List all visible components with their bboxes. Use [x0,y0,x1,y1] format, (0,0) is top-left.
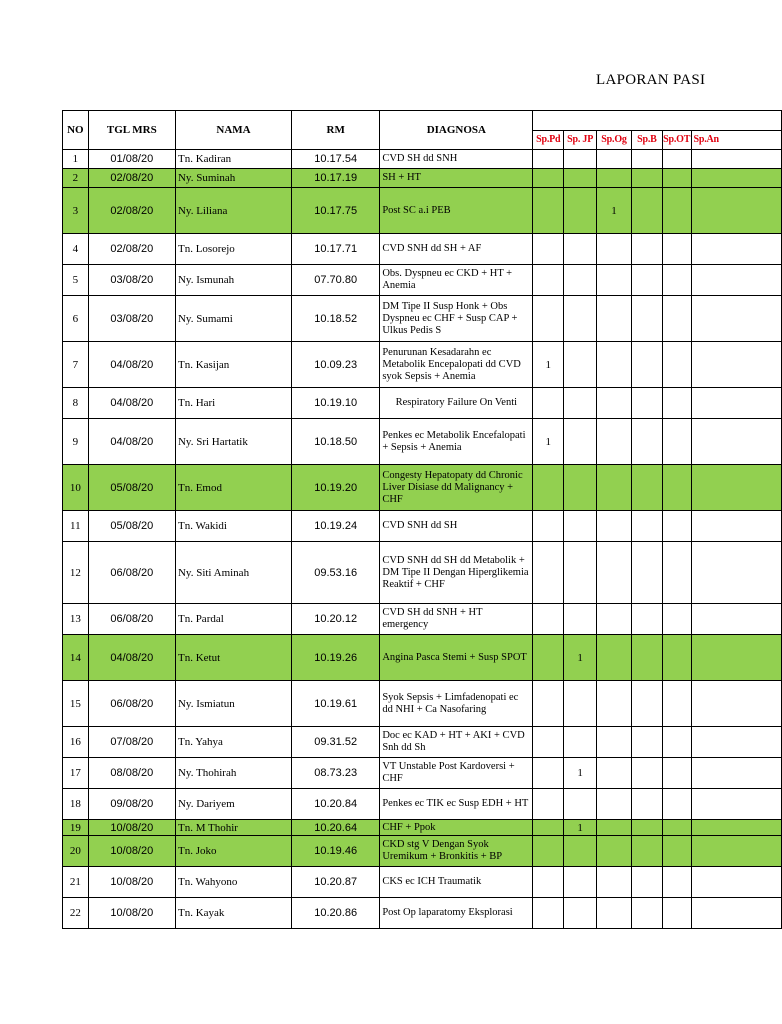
row-specialist-mark [691,898,781,929]
row-specialist-mark [631,681,662,727]
row-specialist-mark: 1 [533,419,564,465]
row-nama: Tn. Kadiran [175,150,291,169]
patient-report-table [62,110,782,929]
row-nama: Tn. Hari [175,388,291,419]
row-rm: 10.17.19 [292,169,380,188]
row-tgl-mrs: 09/08/20 [88,789,175,820]
row-rm: 10.20.86 [292,898,380,929]
header-sp-og: Sp.Og [597,130,632,150]
row-specialist-mark [564,150,597,169]
table-row [63,150,782,169]
table-row [63,758,782,789]
row-tgl-mrs: 04/08/20 [88,635,175,681]
row-no: 14 [63,635,89,681]
row-specialist-mark [631,727,662,758]
row-specialist-mark [564,169,597,188]
row-diagnosa: Penkes ec TIK ec Susp EDH + HT [380,789,533,820]
header-specialist-group [533,111,782,131]
row-nama: Tn. Wakidi [175,511,291,542]
row-no: 13 [63,604,89,635]
row-rm: 10.09.23 [292,342,380,388]
row-specialist-mark [533,542,564,604]
row-no: 6 [63,296,89,342]
row-diagnosa: Penkes ec Metabolik Encefalopati + Sepsis + Anemia [380,419,533,465]
row-specialist-mark [564,542,597,604]
row-no: 7 [63,342,89,388]
row-rm: 10.17.75 [292,188,380,234]
row-specialist-mark [533,388,564,419]
row-tgl-mrs: 03/08/20 [88,265,175,296]
row-diagnosa: Post SC a.i PEB [380,188,533,234]
row-diagnosa: CVD SNH dd SH dd Metabolik + DM Tipe II Dengan Hiperglikemia Reaktif + CHF [380,542,533,604]
row-specialist-mark [691,758,781,789]
header-no: NO [63,111,89,150]
row-specialist-mark [631,296,662,342]
row-tgl-mrs: 07/08/20 [88,727,175,758]
row-specialist-mark [533,169,564,188]
row-specialist-mark [533,511,564,542]
row-rm: 10.19.26 [292,635,380,681]
row-rm: 10.17.71 [292,234,380,265]
row-specialist-mark [564,789,597,820]
row-no: 5 [63,265,89,296]
row-specialist-mark [564,188,597,234]
table-row [63,169,782,188]
row-specialist-mark [533,898,564,929]
row-specialist-mark [533,635,564,681]
row-specialist-mark [564,727,597,758]
row-rm: 10.19.24 [292,511,380,542]
row-specialist-mark [662,635,691,681]
row-specialist-mark [564,898,597,929]
row-specialist-mark [662,419,691,465]
table-row [63,234,782,265]
row-diagnosa: CVD SNH dd SH + AF [380,234,533,265]
row-nama: Tn. Ketut [175,635,291,681]
header-sp-ot: Sp.OT [662,130,691,150]
row-specialist-mark [597,419,632,465]
row-specialist-mark [662,836,691,867]
row-rm: 10.18.52 [292,296,380,342]
row-rm: 08.73.23 [292,758,380,789]
header-sp-pd: Sp.Pd [533,130,564,150]
row-specialist-mark [631,511,662,542]
row-specialist-mark [691,604,781,635]
header-rm: RM [292,111,380,150]
row-rm: 10.20.12 [292,604,380,635]
table-row [63,265,782,296]
table-row [63,635,782,681]
row-specialist-mark [631,836,662,867]
row-rm: 10.20.64 [292,820,380,836]
row-specialist-mark [631,234,662,265]
row-specialist-mark [597,681,632,727]
row-rm: 10.20.87 [292,867,380,898]
row-specialist-mark [564,836,597,867]
row-specialist-mark [662,342,691,388]
row-specialist-mark [597,296,632,342]
row-nama: Ny. Sumami [175,296,291,342]
row-specialist-mark [533,681,564,727]
row-no: 10 [63,465,89,511]
row-specialist-mark [564,604,597,635]
row-specialist-mark [662,867,691,898]
row-specialist-mark [631,419,662,465]
row-nama: Tn. Kayak [175,898,291,929]
row-specialist-mark [691,265,781,296]
row-nama: Tn. Yahya [175,727,291,758]
row-specialist-mark [691,727,781,758]
row-rm: 10.20.84 [292,789,380,820]
row-rm: 10.17.54 [292,150,380,169]
row-diagnosa: CVD SNH dd SH [380,511,533,542]
row-specialist-mark [662,388,691,419]
row-specialist-mark [691,511,781,542]
row-nama: Tn. Kasijan [175,342,291,388]
row-specialist-mark [691,234,781,265]
row-specialist-mark [662,296,691,342]
header-diagnosa: DIAGNOSA [380,111,533,150]
row-specialist-mark [631,188,662,234]
table-row [63,789,782,820]
row-specialist-mark [597,542,632,604]
row-tgl-mrs: 10/08/20 [88,898,175,929]
row-nama: Tn. Emod [175,465,291,511]
table-row [63,604,782,635]
row-specialist-mark [597,867,632,898]
row-specialist-mark [597,234,632,265]
row-specialist-mark: 1 [564,758,597,789]
row-specialist-mark [691,836,781,867]
row-specialist-mark [533,265,564,296]
header-tgl-mrs: TGL MRS [88,111,175,150]
row-tgl-mrs: 10/08/20 [88,836,175,867]
table-row [63,388,782,419]
row-specialist-mark [564,419,597,465]
row-rm: 10.19.61 [292,681,380,727]
row-nama: Ny. Ismiatun [175,681,291,727]
row-specialist-mark: 1 [564,635,597,681]
row-no: 15 [63,681,89,727]
row-specialist-mark [533,150,564,169]
row-diagnosa: Respiratory Failure On Venti [380,388,533,419]
row-nama: Ny. Dariyem [175,789,291,820]
table-row [63,188,782,234]
row-specialist-mark [631,150,662,169]
row-specialist-mark [533,836,564,867]
row-specialist-mark [691,388,781,419]
row-specialist-mark [597,342,632,388]
row-specialist-mark [533,758,564,789]
row-no: 3 [63,188,89,234]
row-specialist-mark: 1 [564,820,597,836]
row-specialist-mark [597,604,632,635]
row-nama: Tn. Joko [175,836,291,867]
table-row [63,296,782,342]
row-specialist-mark [597,150,632,169]
table-row [63,681,782,727]
row-specialist-mark [564,296,597,342]
header-sp-jp: Sp. JP [564,130,597,150]
row-tgl-mrs: 01/08/20 [88,150,175,169]
table-row [63,465,782,511]
row-specialist-mark [597,727,632,758]
row-diagnosa: VT Unstable Post Kardoversi + CHF [380,758,533,789]
row-specialist-mark [691,342,781,388]
row-tgl-mrs: 08/08/20 [88,758,175,789]
header-nama: NAMA [175,111,291,150]
row-specialist-mark [631,789,662,820]
row-specialist-mark [597,511,632,542]
row-nama: Ny. Ismunah [175,265,291,296]
row-specialist-mark [691,188,781,234]
row-specialist-mark [662,604,691,635]
row-tgl-mrs: 05/08/20 [88,511,175,542]
row-specialist-mark [597,169,632,188]
row-diagnosa: Congesty Hepatopaty dd Chronic Liver Disiase dd Malignancy + CHF [380,465,533,511]
row-specialist-mark [533,234,564,265]
row-no: 12 [63,542,89,604]
row-specialist-mark [631,604,662,635]
row-specialist-mark [631,388,662,419]
row-no: 19 [63,820,89,836]
row-rm: 09.53.16 [292,542,380,604]
header-sp-b: Sp.B [631,130,662,150]
table-row [63,898,782,929]
row-tgl-mrs: 10/08/20 [88,867,175,898]
row-specialist-mark [597,820,632,836]
row-nama: Tn. Pardal [175,604,291,635]
row-specialist-mark [662,681,691,727]
row-specialist-mark [533,789,564,820]
row-specialist-mark [691,867,781,898]
table-row [63,836,782,867]
row-specialist-mark [691,789,781,820]
table-row [63,727,782,758]
row-specialist-mark [564,388,597,419]
row-diagnosa: SH + HT [380,169,533,188]
row-nama: Ny. Sri Hartatik [175,419,291,465]
row-diagnosa: Post Op laparatomy Eksplorasi [380,898,533,929]
row-specialist-mark [631,465,662,511]
row-specialist-mark [662,727,691,758]
row-nama: Ny. Liliana [175,188,291,234]
row-no: 1 [63,150,89,169]
row-tgl-mrs: 10/08/20 [88,820,175,836]
row-rm: 10.19.10 [292,388,380,419]
row-specialist-mark [533,604,564,635]
row-specialist-mark [691,542,781,604]
row-specialist-mark [564,234,597,265]
row-diagnosa: CKS ec ICH Traumatik [380,867,533,898]
row-specialist-mark [564,681,597,727]
row-nama: Ny. Siti Aminah [175,542,291,604]
row-diagnosa: CVD SH dd SNH + HT emergency [380,604,533,635]
row-specialist-mark [691,820,781,836]
row-specialist-mark [662,169,691,188]
row-rm: 10.18.50 [292,419,380,465]
row-specialist-mark [631,635,662,681]
row-specialist-mark [597,789,632,820]
table-row [63,542,782,604]
row-diagnosa: CKD stg V Dengan Syok Uremikum + Bronkitis + BP [380,836,533,867]
row-diagnosa: CVD SH dd SNH [380,150,533,169]
row-diagnosa: Obs. Dyspneu ec CKD + HT + Anemia [380,265,533,296]
row-nama: Tn. Losorejo [175,234,291,265]
row-tgl-mrs: 06/08/20 [88,604,175,635]
row-specialist-mark [631,265,662,296]
row-diagnosa: Syok Sepsis + Limfadenopati ec dd NHI + Ca Nasofaring [380,681,533,727]
row-specialist-mark [631,758,662,789]
row-specialist-mark [662,465,691,511]
patient-report-table-container [62,110,719,936]
table-row [63,419,782,465]
row-specialist-mark [631,542,662,604]
row-specialist-mark [597,635,632,681]
row-diagnosa: Doc ec KAD + HT + AKI + CVD Snh dd Sh [380,727,533,758]
row-specialist-mark [533,867,564,898]
row-specialist-mark [597,265,632,296]
row-tgl-mrs: 04/08/20 [88,342,175,388]
table-body [63,150,782,929]
row-specialist-mark [691,419,781,465]
row-specialist-mark [662,188,691,234]
row-specialist-mark [631,867,662,898]
row-rm: 10.19.20 [292,465,380,511]
table-row [63,342,782,388]
row-specialist-mark [597,388,632,419]
row-specialist-mark [691,635,781,681]
row-specialist-mark [564,511,597,542]
row-specialist-mark [662,542,691,604]
row-specialist-mark [662,789,691,820]
row-diagnosa: Angina Pasca Stemi + Susp SPOT [380,635,533,681]
row-specialist-mark [597,836,632,867]
row-diagnosa: Penurunan Kesadarahn ec Metabolik Encepalopati dd CVD syok Sepsis + Anemia [380,342,533,388]
row-tgl-mrs: 02/08/20 [88,188,175,234]
row-no: 21 [63,867,89,898]
row-specialist-mark [691,681,781,727]
row-specialist-mark [691,296,781,342]
row-tgl-mrs: 02/08/20 [88,169,175,188]
row-tgl-mrs: 04/08/20 [88,388,175,419]
row-rm: 10.19.46 [292,836,380,867]
row-specialist-mark [597,758,632,789]
row-specialist-mark [533,727,564,758]
row-specialist-mark [597,465,632,511]
row-specialist-mark: 1 [533,342,564,388]
header-sp-an: Sp.An [691,130,781,150]
row-specialist-mark [662,511,691,542]
table-row [63,867,782,898]
row-rm: 07.70.80 [292,265,380,296]
row-specialist-mark [631,820,662,836]
row-specialist-mark: 1 [597,188,632,234]
row-tgl-mrs: 05/08/20 [88,465,175,511]
row-specialist-mark [533,465,564,511]
row-specialist-mark [564,265,597,296]
table-row [63,820,782,836]
row-no: 8 [63,388,89,419]
row-specialist-mark [691,169,781,188]
row-nama: Ny. Suminah [175,169,291,188]
row-specialist-mark [662,150,691,169]
row-specialist-mark [631,342,662,388]
row-diagnosa: CHF + Ppok [380,820,533,836]
row-no: 4 [63,234,89,265]
row-no: 9 [63,419,89,465]
row-nama: Tn. M Thohir [175,820,291,836]
row-nama: Tn. Wahyono [175,867,291,898]
row-tgl-mrs: 03/08/20 [88,296,175,342]
row-diagnosa: DM Tipe II Susp Honk + Obs Dyspneu ec CHF + Susp CAP + Ulkus Pedis S [380,296,533,342]
row-specialist-mark [662,234,691,265]
row-no: 22 [63,898,89,929]
row-no: 18 [63,789,89,820]
row-no: 17 [63,758,89,789]
row-specialist-mark [662,898,691,929]
row-no: 2 [63,169,89,188]
report-title: LAPORAN PASI [596,72,706,88]
row-specialist-mark [631,898,662,929]
row-specialist-mark [691,150,781,169]
row-no: 20 [63,836,89,867]
row-no: 16 [63,727,89,758]
row-specialist-mark [662,758,691,789]
row-specialist-mark [533,820,564,836]
row-nama: Ny. Thohirah [175,758,291,789]
row-specialist-mark [533,188,564,234]
row-specialist-mark [662,820,691,836]
row-tgl-mrs: 06/08/20 [88,542,175,604]
row-tgl-mrs: 06/08/20 [88,681,175,727]
row-tgl-mrs: 02/08/20 [88,234,175,265]
row-specialist-mark [597,898,632,929]
row-tgl-mrs: 04/08/20 [88,419,175,465]
row-specialist-mark [564,867,597,898]
row-specialist-mark [662,265,691,296]
row-specialist-mark [564,465,597,511]
row-rm: 09.31.52 [292,727,380,758]
row-specialist-mark [691,465,781,511]
row-specialist-mark [533,296,564,342]
row-specialist-mark [631,169,662,188]
row-no: 11 [63,511,89,542]
row-specialist-mark [564,342,597,388]
table-row [63,511,782,542]
